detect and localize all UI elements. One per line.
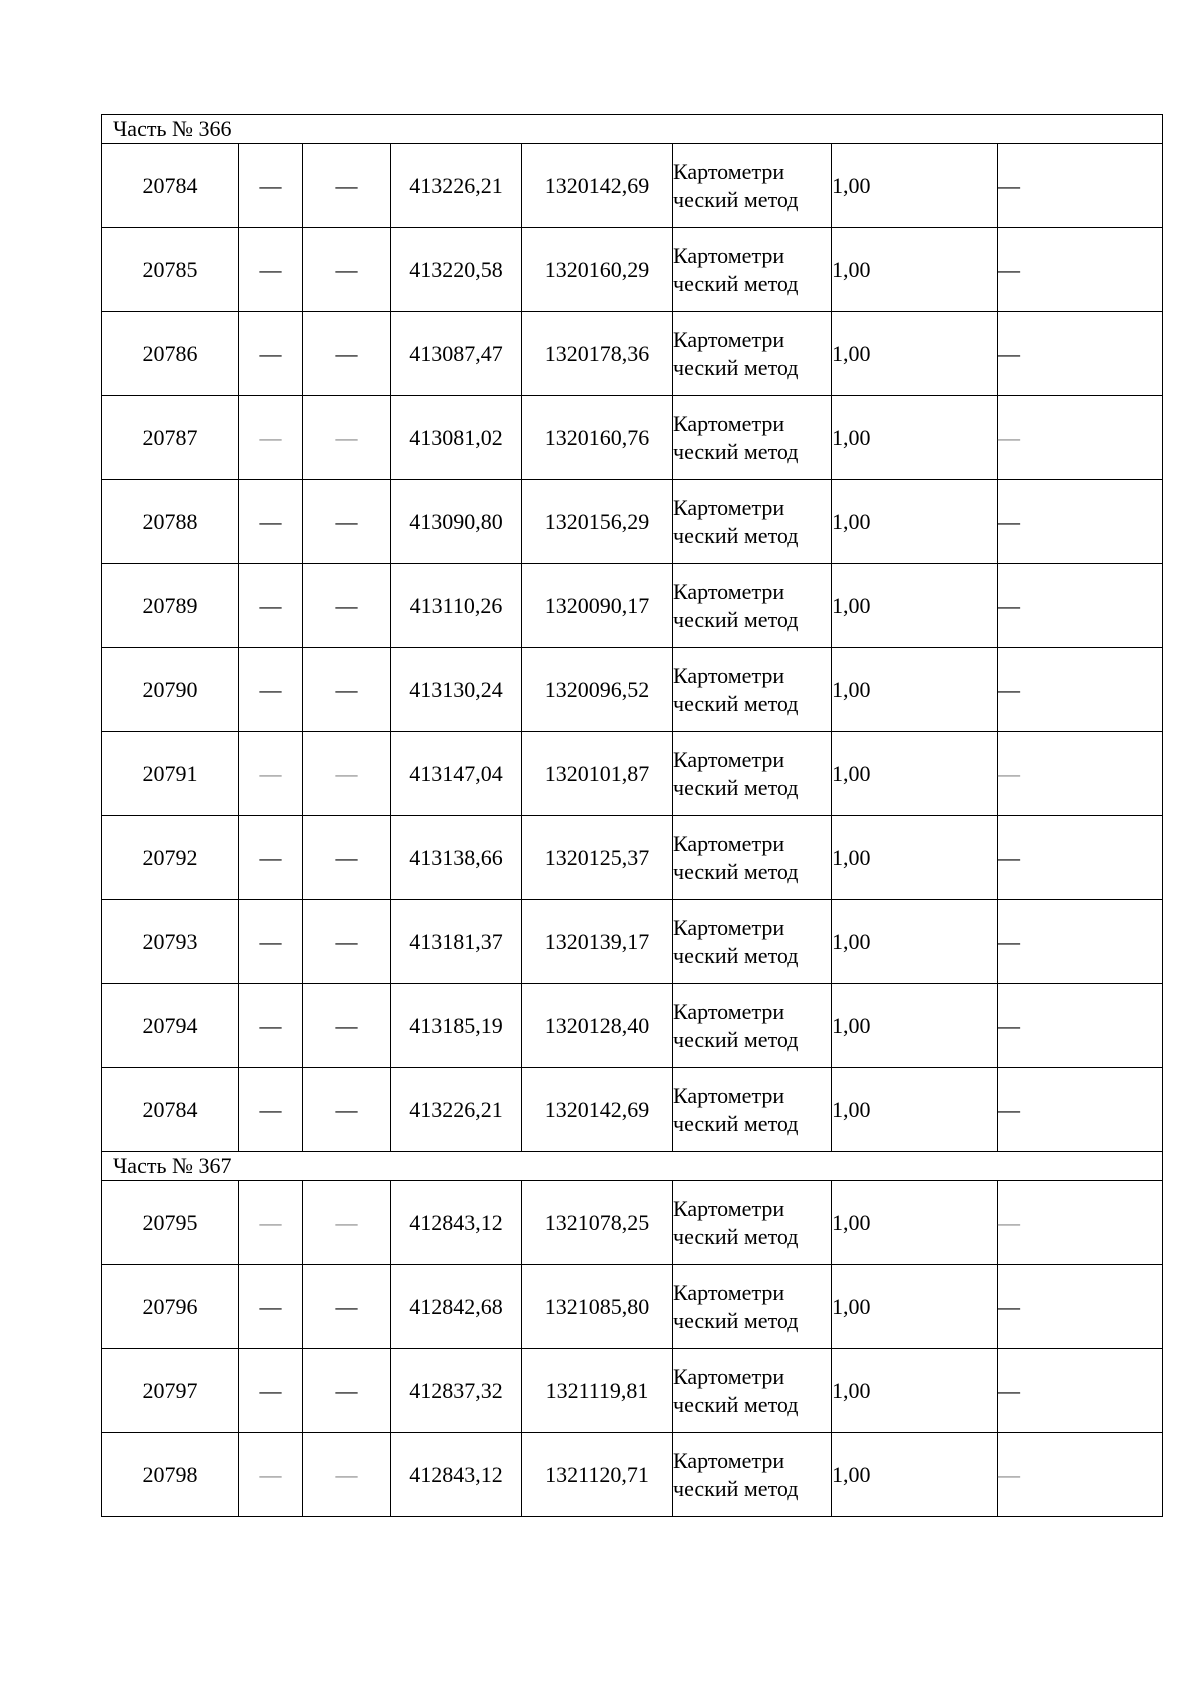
old-y-cell: — [303,648,391,732]
old-x-cell: — [239,396,303,480]
description-cell: — [998,480,1163,564]
old-x-cell: — [239,1349,303,1433]
new-x-cell: 412843,12 [391,1433,522,1517]
new-y-cell: 1320156,29 [522,480,673,564]
accuracy-cell: 1,00 [832,1068,998,1152]
point-number-cell: 20787 [102,396,239,480]
new-x-cell: 413138,66 [391,816,522,900]
point-number-cell: 20789 [102,564,239,648]
new-x-cell: 413226,21 [391,144,522,228]
method-cell: Картометри ческий метод [673,816,832,900]
accuracy-cell: 1,00 [832,1181,998,1265]
old-y-cell: — [303,480,391,564]
new-x-cell: 413181,37 [391,900,522,984]
new-y-cell: 1320125,37 [522,816,673,900]
description-cell: — [998,396,1163,480]
accuracy-cell: 1,00 [832,564,998,648]
point-number-cell: 20785 [102,228,239,312]
old-y-cell: — [303,1068,391,1152]
old-y-cell: — [303,1433,391,1517]
description-cell: — [998,144,1163,228]
old-x-cell: — [239,648,303,732]
method-cell: Картометри ческий метод [673,1349,832,1433]
new-y-cell: 1320128,40 [522,984,673,1068]
accuracy-cell: 1,00 [832,1433,998,1517]
table-row [102,1349,1163,1433]
old-x-cell: — [239,228,303,312]
table-row [102,228,1163,312]
description-cell: — [998,1349,1163,1433]
old-y-cell: — [303,144,391,228]
table-row [102,984,1163,1068]
new-x-cell: 413226,21 [391,1068,522,1152]
point-number-cell: 20790 [102,648,239,732]
section-header-row [102,1152,1163,1181]
new-y-cell: 1320178,36 [522,312,673,396]
description-cell: — [998,984,1163,1068]
point-number-cell: 20784 [102,1068,239,1152]
old-y-cell: — [303,1181,391,1265]
table-row [102,480,1163,564]
section-title: Часть № 366 [102,115,1163,144]
method-cell: Картометри ческий метод [673,1068,832,1152]
table-row [102,816,1163,900]
new-y-cell: 1320139,17 [522,900,673,984]
new-y-cell: 1320142,69 [522,144,673,228]
table-row [102,732,1163,816]
section-title: Часть № 367 [102,1152,1163,1181]
new-x-cell: 413081,02 [391,396,522,480]
method-cell: Картометри ческий метод [673,648,832,732]
description-cell: — [998,1068,1163,1152]
point-number-cell: 20791 [102,732,239,816]
accuracy-cell: 1,00 [832,732,998,816]
description-cell: — [998,564,1163,648]
accuracy-cell: 1,00 [832,1349,998,1433]
new-x-cell: 413130,24 [391,648,522,732]
point-number-cell: 20793 [102,900,239,984]
method-cell: Картометри ческий метод [673,984,832,1068]
description-cell: — [998,1433,1163,1517]
old-y-cell: — [303,816,391,900]
method-cell: Картометри ческий метод [673,144,832,228]
method-cell: Картометри ческий метод [673,564,832,648]
accuracy-cell: 1,00 [832,480,998,564]
old-y-cell: — [303,900,391,984]
old-x-cell: — [239,312,303,396]
table-row [102,312,1163,396]
new-x-cell: 413185,19 [391,984,522,1068]
method-cell: Картометри ческий метод [673,900,832,984]
table-row [102,1433,1163,1517]
old-x-cell: — [239,732,303,816]
new-x-cell: 412837,32 [391,1349,522,1433]
new-y-cell: 1321085,80 [522,1265,673,1349]
method-cell: Картометри ческий метод [673,1433,832,1517]
accuracy-cell: 1,00 [832,984,998,1068]
old-y-cell: — [303,564,391,648]
old-y-cell: — [303,312,391,396]
new-y-cell: 1321119,81 [522,1349,673,1433]
table-row [102,1265,1163,1349]
accuracy-cell: 1,00 [832,312,998,396]
new-y-cell: 1320101,87 [522,732,673,816]
old-x-cell: — [239,1433,303,1517]
description-cell: — [998,732,1163,816]
table-row [102,564,1163,648]
old-y-cell: — [303,1349,391,1433]
table-row [102,1068,1163,1152]
point-number-cell: 20795 [102,1181,239,1265]
point-number-cell: 20792 [102,816,239,900]
accuracy-cell: 1,00 [832,228,998,312]
description-cell: — [998,816,1163,900]
new-x-cell: 413090,80 [391,480,522,564]
accuracy-cell: 1,00 [832,396,998,480]
table-row [102,900,1163,984]
new-y-cell: 1320160,76 [522,396,673,480]
accuracy-cell: 1,00 [832,144,998,228]
coordinates-table-body [102,115,1163,1517]
new-y-cell: 1320090,17 [522,564,673,648]
accuracy-cell: 1,00 [832,900,998,984]
new-x-cell: 412842,68 [391,1265,522,1349]
old-x-cell: — [239,1068,303,1152]
point-number-cell: 20786 [102,312,239,396]
new-x-cell: 413087,47 [391,312,522,396]
description-cell: — [998,1181,1163,1265]
old-y-cell: — [303,396,391,480]
point-number-cell: 20797 [102,1349,239,1433]
old-x-cell: — [239,1181,303,1265]
section-header-row [102,115,1163,144]
table-row [102,1181,1163,1265]
old-x-cell: — [239,816,303,900]
description-cell: — [998,900,1163,984]
new-y-cell: 1320142,69 [522,1068,673,1152]
old-x-cell: — [239,480,303,564]
point-number-cell: 20788 [102,480,239,564]
table-row [102,144,1163,228]
new-x-cell: 413220,58 [391,228,522,312]
new-y-cell: 1321120,71 [522,1433,673,1517]
method-cell: Картометри ческий метод [673,396,832,480]
method-cell: Картометри ческий метод [673,312,832,396]
table-row [102,396,1163,480]
old-x-cell: — [239,144,303,228]
new-y-cell: 1320096,52 [522,648,673,732]
point-number-cell: 20798 [102,1433,239,1517]
accuracy-cell: 1,00 [832,816,998,900]
method-cell: Картометри ческий метод [673,1265,832,1349]
old-x-cell: — [239,1265,303,1349]
old-x-cell: — [239,564,303,648]
new-y-cell: 1320160,29 [522,228,673,312]
method-cell: Картометри ческий метод [673,228,832,312]
new-y-cell: 1321078,25 [522,1181,673,1265]
coordinates-table [101,114,1163,1517]
point-number-cell: 20784 [102,144,239,228]
old-x-cell: — [239,984,303,1068]
new-x-cell: 412843,12 [391,1181,522,1265]
method-cell: Картометри ческий метод [673,480,832,564]
description-cell: — [998,1265,1163,1349]
new-x-cell: 413147,04 [391,732,522,816]
method-cell: Картометри ческий метод [673,1181,832,1265]
method-cell: Картометри ческий метод [673,732,832,816]
description-cell: — [998,312,1163,396]
accuracy-cell: 1,00 [832,1265,998,1349]
old-y-cell: — [303,984,391,1068]
point-number-cell: 20794 [102,984,239,1068]
old-y-cell: — [303,228,391,312]
old-y-cell: — [303,1265,391,1349]
table-row [102,648,1163,732]
new-x-cell: 413110,26 [391,564,522,648]
accuracy-cell: 1,00 [832,648,998,732]
old-y-cell: — [303,732,391,816]
old-x-cell: — [239,900,303,984]
description-cell: — [998,228,1163,312]
description-cell: — [998,648,1163,732]
point-number-cell: 20796 [102,1265,239,1349]
